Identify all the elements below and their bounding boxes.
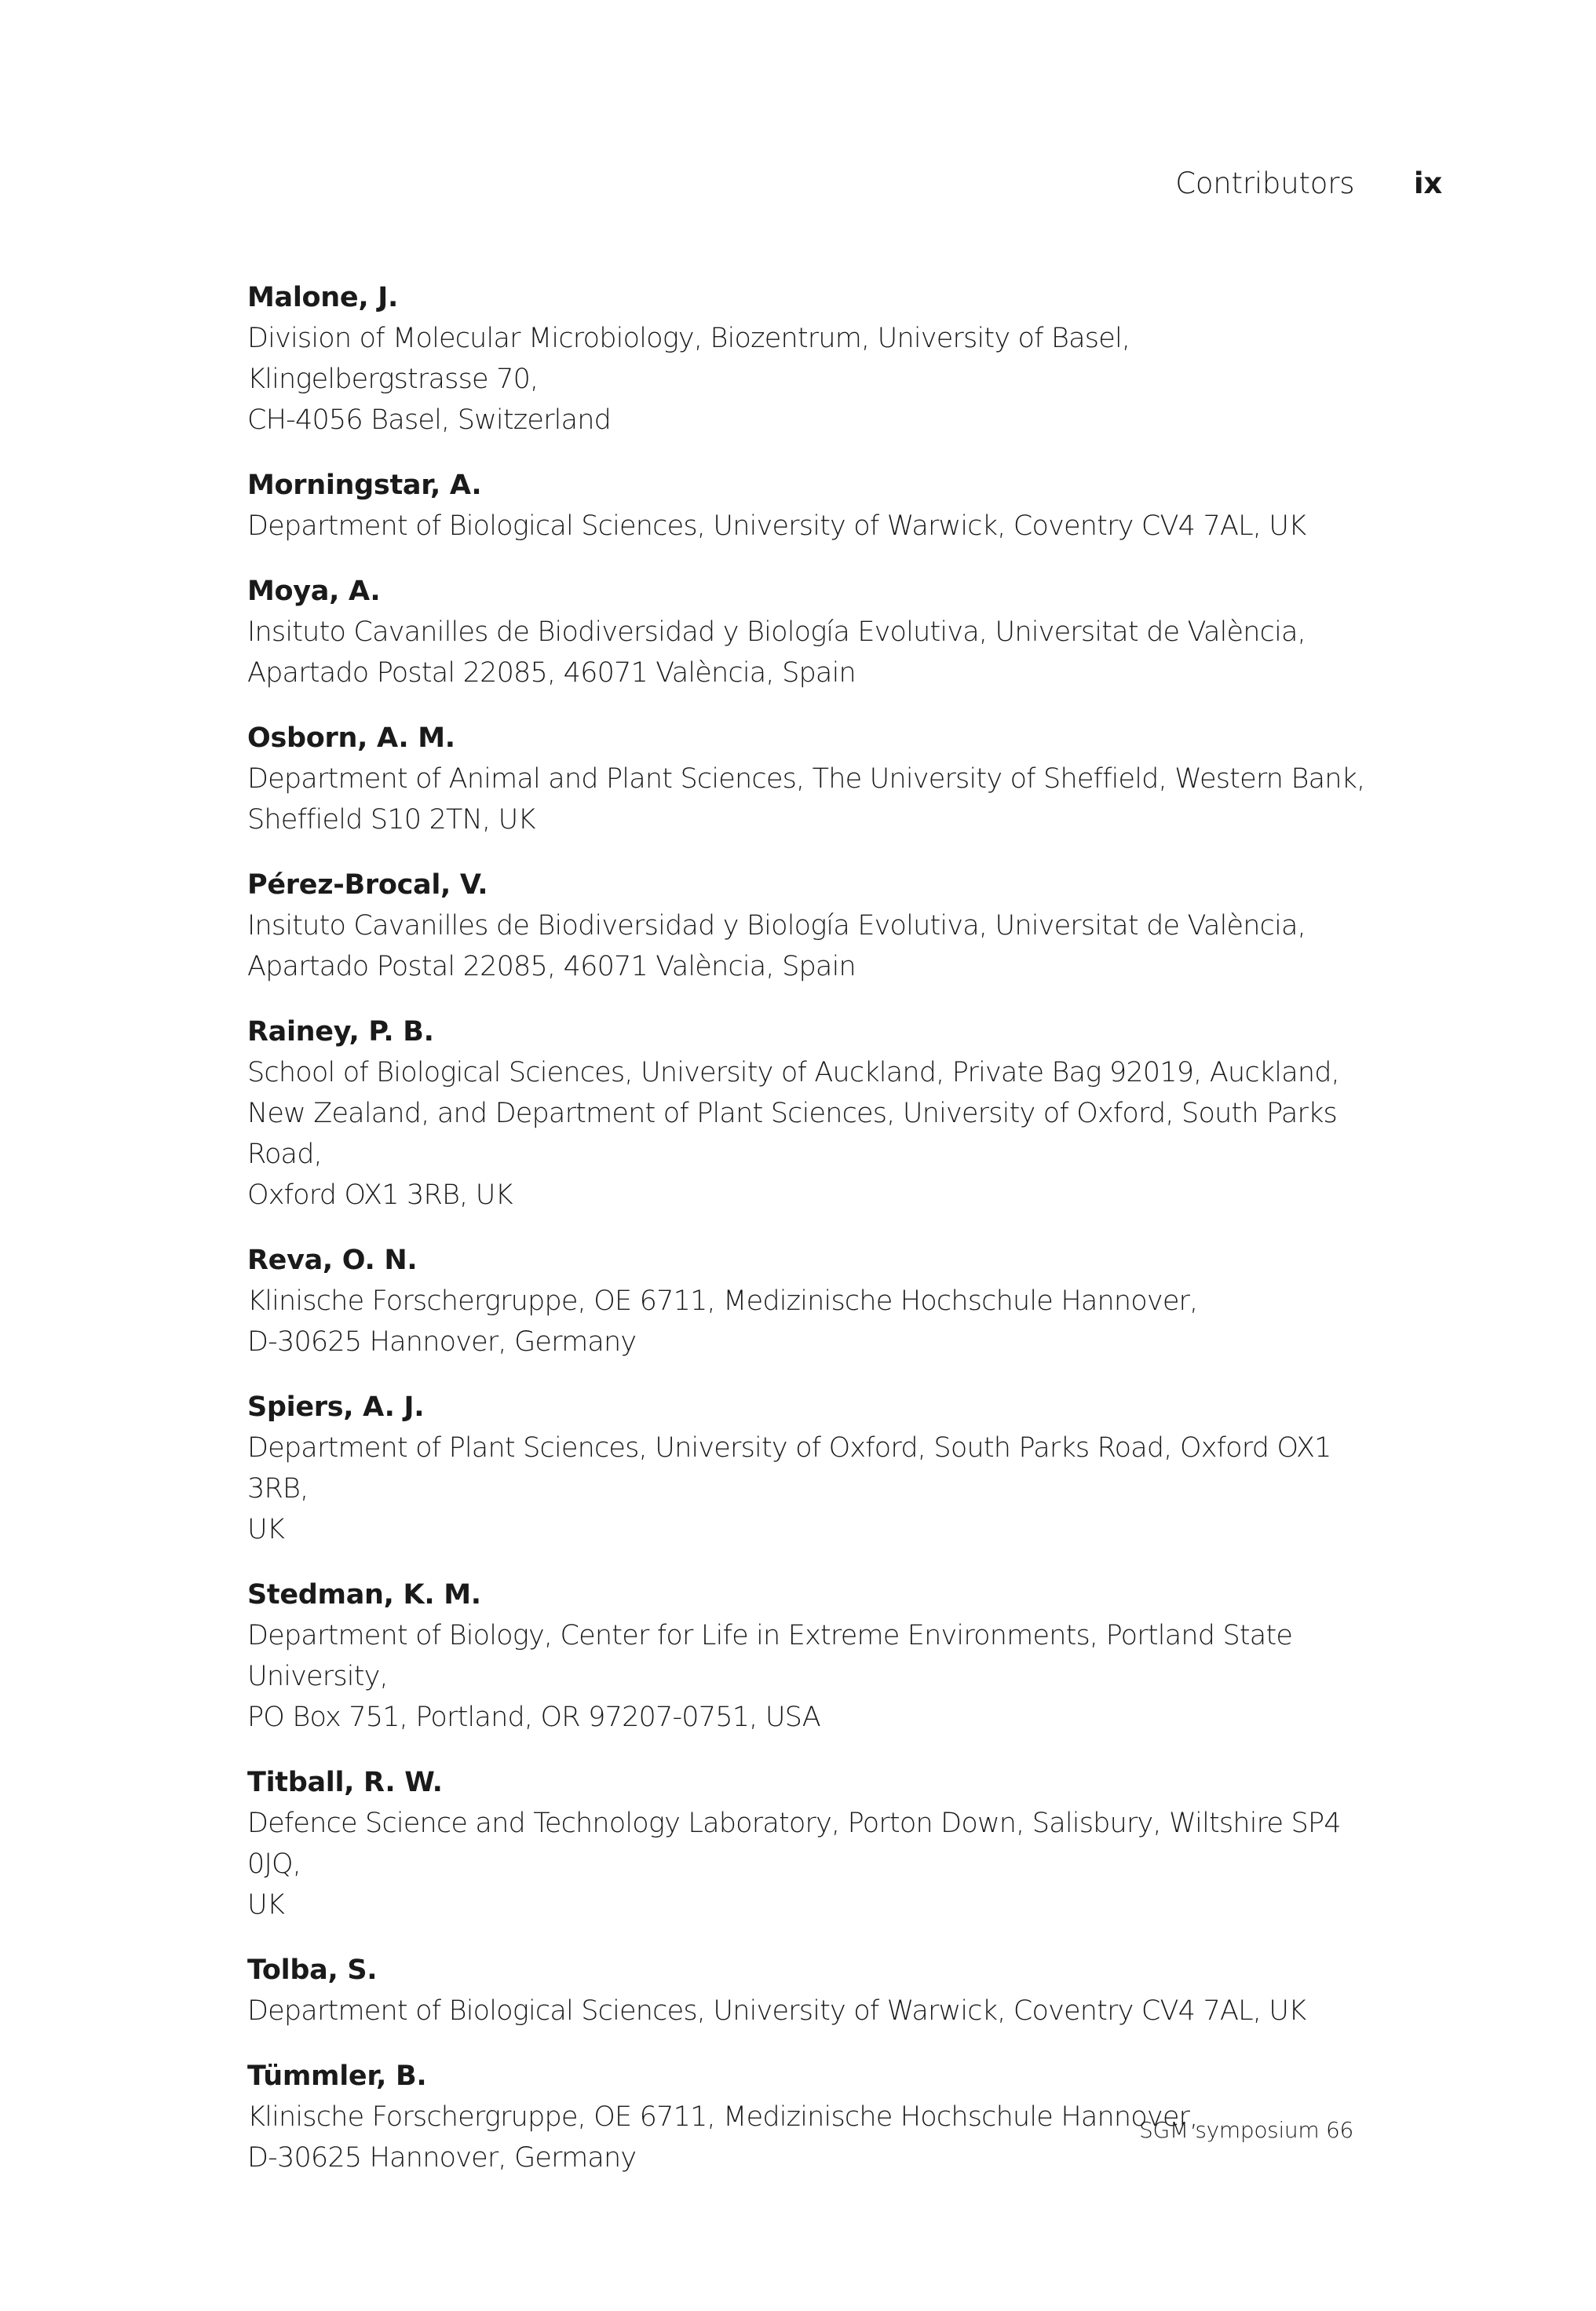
- contributor-name: Tümmler, B.: [247, 2061, 427, 2092]
- contributor-name: Moya, A.: [247, 576, 381, 607]
- contributor-affiliation: Department of Biology, Center for Life in Extreme Environments, Portland State University, PO Box 751, Portland, OR 97207-0751, USA: [247, 1620, 1293, 1733]
- contributor-entry: [247, 571, 1370, 693]
- contributor-affiliation: Klinische Forschergruppe, OE 6711, Medizinische Hochschule Hannover, D-30625 Hannover, Germany: [247, 1285, 1198, 1358]
- contributor-affiliation: Division of Molecular Microbiology, Biozentrum, University of Basel, Klingelbergstrasse 70, CH-4056 Basel, Switzerland: [247, 323, 1130, 436]
- contributor-name: Malone, J.: [247, 282, 398, 313]
- contributor-entry: [247, 465, 1370, 547]
- contributor-entry: [247, 1240, 1370, 1362]
- contributor-name: Osborn, A. M.: [247, 722, 455, 754]
- contributor-affiliation: Defence Science and Technology Laboratory, Porton Down, Salisbury, Wiltshire SP4 0JQ, UK: [247, 1808, 1341, 1921]
- contributor-affiliation: Department of Biological Sciences, University of Warwick, Coventry CV4 7AL, UK: [247, 1995, 1306, 2027]
- contributor-affiliation: Department of Plant Sciences, University of Oxford, South Parks Road, Oxford OX1 3RB, UK: [247, 1432, 1331, 1545]
- running-head-section: Contributors: [1175, 166, 1355, 200]
- contributor-entry: [247, 865, 1370, 987]
- contributor-affiliation: Department of Biological Sciences, University of Warwick, Coventry CV4 7AL, UK: [247, 510, 1306, 542]
- contributor-name: Pérez-Brocal, V.: [247, 869, 488, 901]
- contributor-name: Morningstar, A.: [247, 470, 482, 501]
- contributor-affiliation: Insituto Cavanilles de Biodiversidad y Biología Evolutiva, Universitat de València, Apartado Postal 22085, 46071 València, Spain: [247, 616, 1306, 689]
- contributor-entry: [247, 277, 1370, 441]
- contributors-list: [247, 277, 1370, 2203]
- contributor-name: Reva, O. N.: [247, 1245, 418, 1276]
- contributor-entry: [247, 1011, 1370, 1216]
- contributor-affiliation: Department of Animal and Plant Sciences, The University of Sheffield, Western Bank, Sheffield S10 2TN, UK: [247, 763, 1365, 836]
- contributor-entry: [247, 1950, 1370, 2031]
- contributor-affiliation: Insituto Cavanilles de Biodiversidad y Biología Evolutiva, Universitat de València, Apartado Postal 22085, 46071 València, Spain: [247, 910, 1306, 982]
- running-head: [1175, 166, 1442, 200]
- contributor-entry: [247, 718, 1370, 840]
- contributor-name: Rainey, P. B.: [247, 1016, 434, 1048]
- contributor-entry: [247, 1762, 1370, 1925]
- contributor-affiliation: School of Biological Sciences, University of Auckland, Private Bag 92019, Auckland, New Zealand, and Department of Plant Sciences, University of Oxford, South Parks Road, Oxford OX1 3RB, UK: [247, 1057, 1339, 1211]
- page-number: ix: [1413, 166, 1442, 200]
- contributor-name: Tolba, S.: [247, 1954, 378, 1986]
- contributor-affiliation: Klinische Forschergruppe, OE 6711, Medizinische Hochschule Hannover, D-30625 Hannover, Germany: [247, 2101, 1198, 2174]
- contributor-name: Stedman, K. M.: [247, 1579, 481, 1611]
- contributor-name: Spiers, A. J.: [247, 1391, 425, 1423]
- contributor-name: Titball, R. W.: [247, 1767, 443, 1798]
- page-footer: SGM symposium 66: [1139, 2117, 1353, 2143]
- contributor-entry: [247, 1387, 1370, 1550]
- contributor-entry: [247, 1574, 1370, 1738]
